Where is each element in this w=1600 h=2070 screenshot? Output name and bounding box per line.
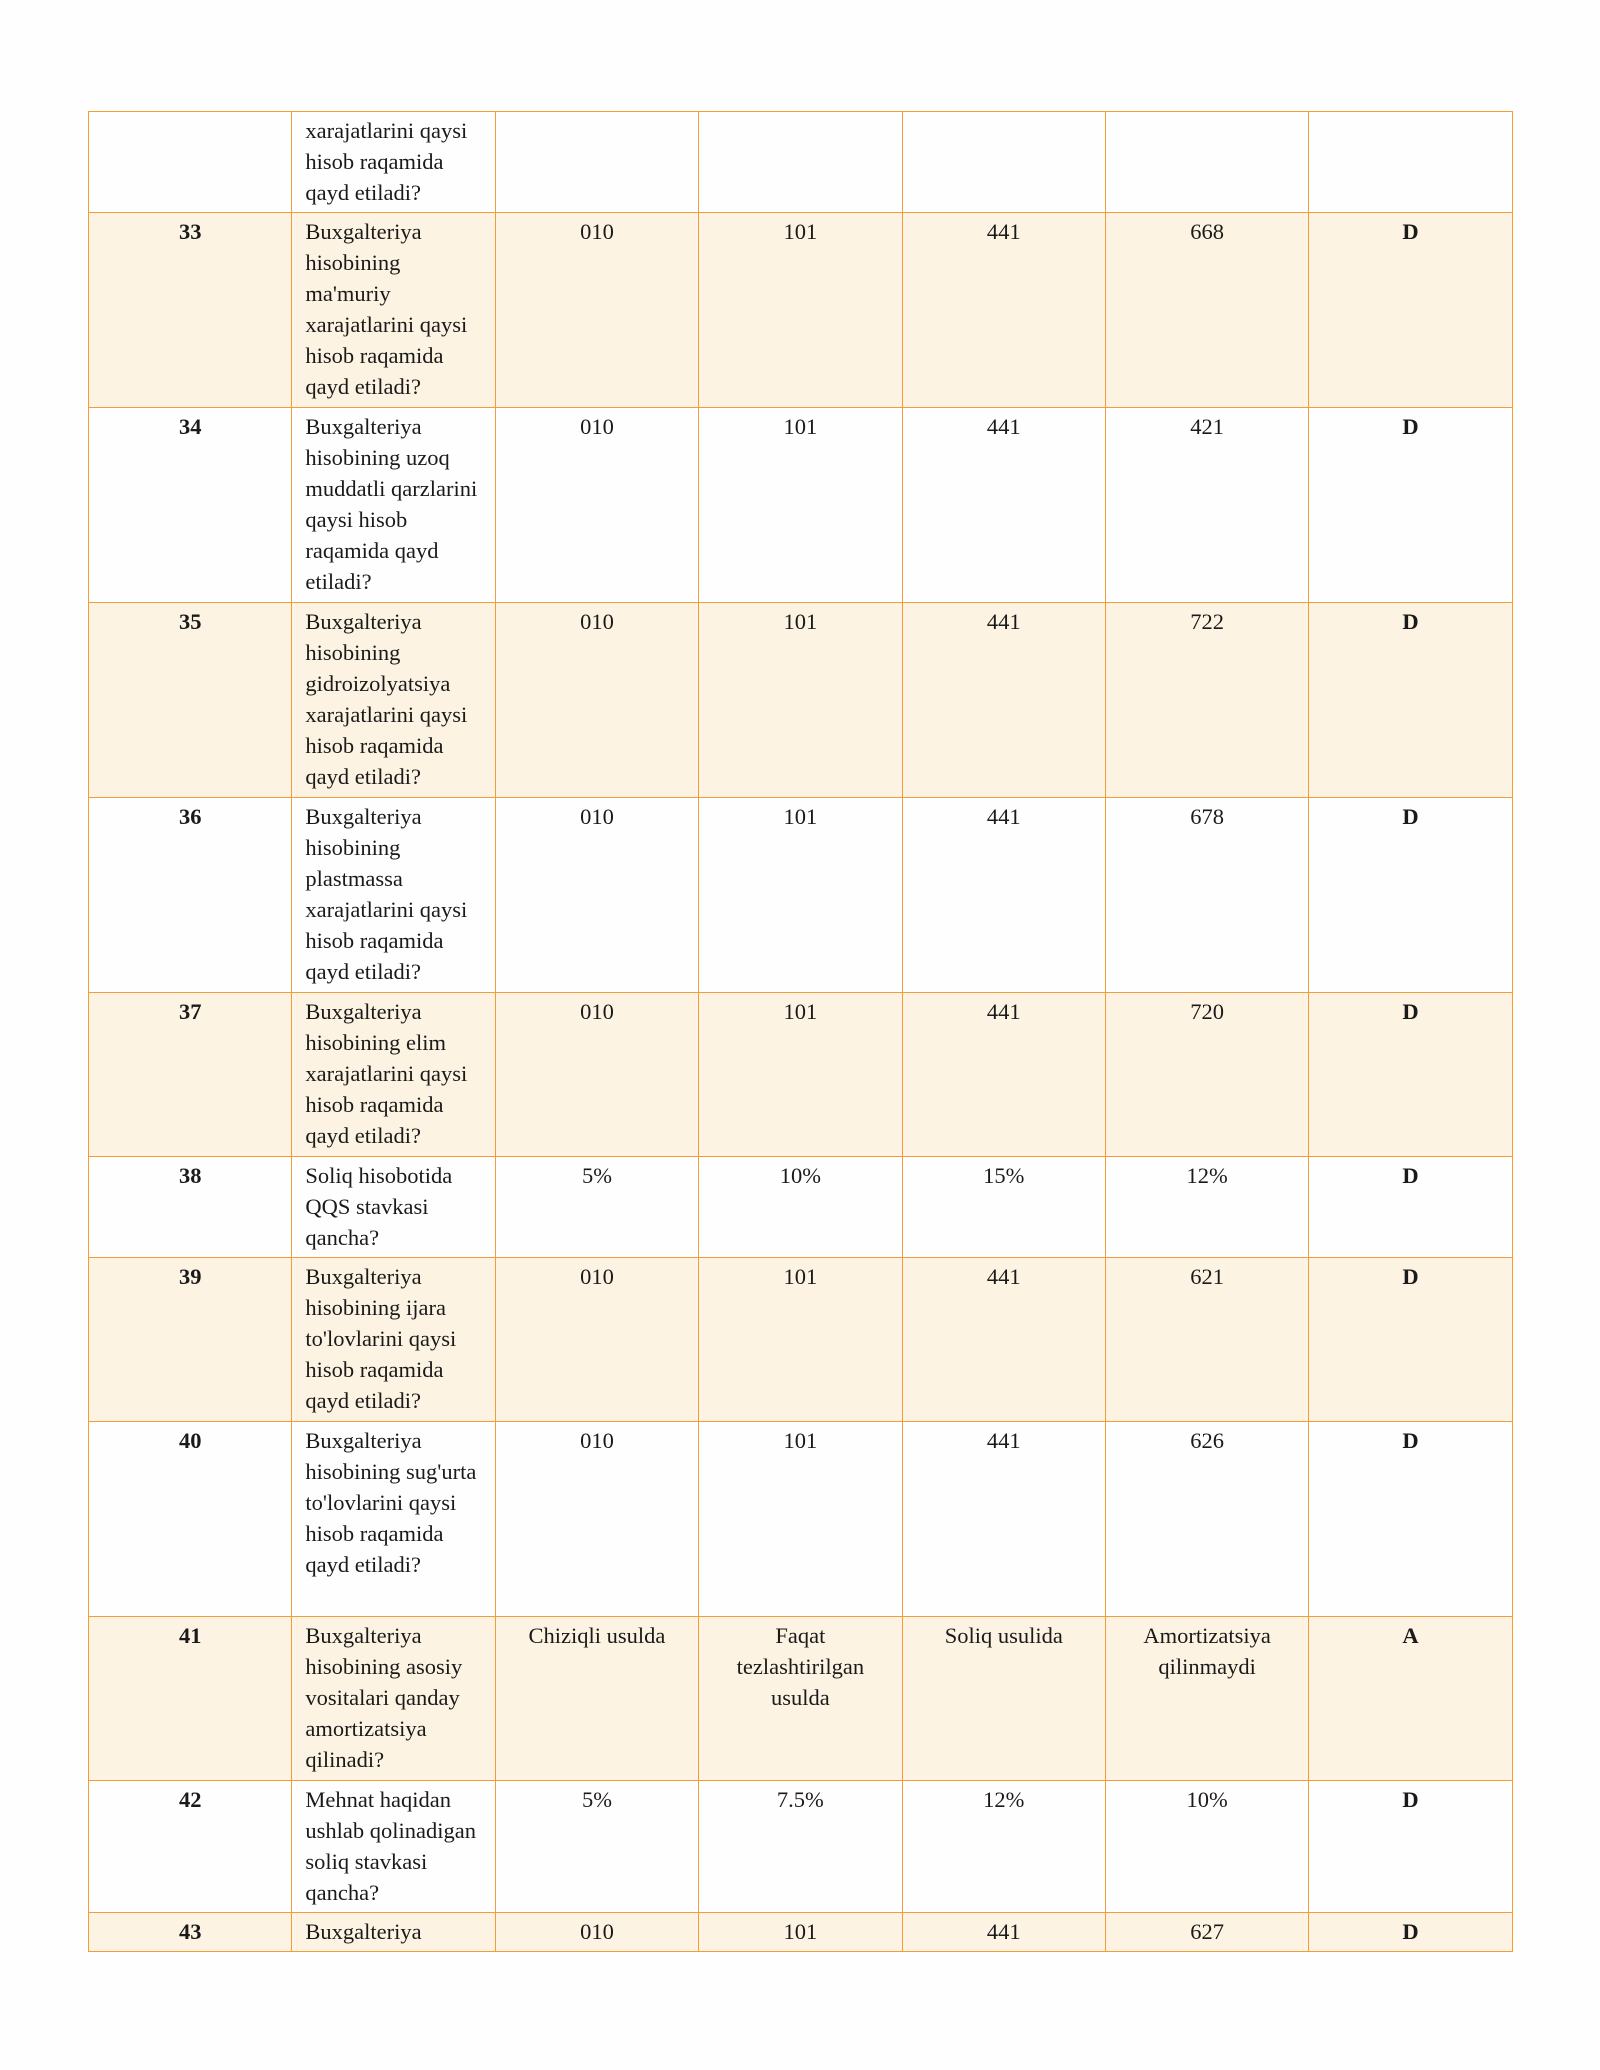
option-a-cell: 010 [495,1258,698,1422]
question-number-cell: 42 [89,1781,292,1913]
answer-cell [1309,112,1512,213]
table-row [89,1913,1513,1952]
option-b-cell: Faqat tezlashtirilgan usulda [699,1617,902,1781]
question-number-cell [89,112,292,213]
option-c-cell: 12% [902,1781,1105,1913]
table-row [89,1617,1513,1781]
option-a-cell: Chiziqli usulda [495,1617,698,1781]
option-c-cell: 441 [902,798,1105,993]
option-c-cell [902,112,1105,213]
question-cell: Buxgalteriya [292,1913,495,1952]
option-b-cell: 101 [699,603,902,798]
option-d-cell: Amortizatsiya qilinmaydi [1105,1617,1308,1781]
option-c-cell: 441 [902,408,1105,603]
quiz-table [88,111,1513,1952]
answer-cell: D [1309,1157,1512,1258]
question-number-cell: 41 [89,1617,292,1781]
option-d-cell: 626 [1105,1422,1308,1617]
option-c-cell: 441 [902,1258,1105,1422]
question-number-cell: 39 [89,1258,292,1422]
question-cell: Buxgalteriya hisobining sug'urta to'lovlarini qaysi hisob raqamida qayd etiladi? [292,1422,495,1617]
question-number-cell: 36 [89,798,292,993]
question-number-cell: 34 [89,408,292,603]
option-a-cell: 010 [495,213,698,408]
option-a-cell [495,112,698,213]
option-a-cell: 5% [495,1781,698,1913]
option-b-cell: 7.5% [699,1781,902,1913]
question-cell: Buxgalteriya hisobining ijara to'lovlarini qaysi hisob raqamida qayd etiladi? [292,1258,495,1422]
question-cell: Buxgalteriya hisobining plastmassa xarajatlarini qaysi hisob raqamida qayd etiladi? [292,798,495,993]
option-a-cell: 5% [495,1157,698,1258]
table-row [89,213,1513,408]
table-row [89,1781,1513,1913]
answer-cell: D [1309,603,1512,798]
answer-cell: D [1309,993,1512,1157]
option-d-cell: 621 [1105,1258,1308,1422]
question-number-cell: 37 [89,993,292,1157]
option-a-cell: 010 [495,993,698,1157]
table-row [89,798,1513,993]
question-cell: Buxgalteriya hisobining gidroizolyatsiya xarajatlarini qaysi hisob raqamida qayd etiladi? [292,603,495,798]
answer-cell: A [1309,1617,1512,1781]
option-d-cell: 421 [1105,408,1308,603]
answer-cell: D [1309,1422,1512,1617]
option-c-cell: 441 [902,213,1105,408]
question-number-cell: 35 [89,603,292,798]
table-row [89,993,1513,1157]
question-cell: Buxgalteriya hisobining ma'muriy xarajatlarini qaysi hisob raqamida qayd etiladi? [292,213,495,408]
option-c-cell: 441 [902,1913,1105,1952]
option-a-cell: 010 [495,1913,698,1952]
option-b-cell: 101 [699,408,902,603]
question-cell: Mehnat haqidan ushlab qolinadigan soliq stavkasi qancha? [292,1781,495,1913]
option-d-cell: 722 [1105,603,1308,798]
answer-cell: D [1309,1913,1512,1952]
option-a-cell: 010 [495,408,698,603]
table-row [89,1157,1513,1258]
question-number-cell: 38 [89,1157,292,1258]
answer-cell: D [1309,798,1512,993]
question-cell: Buxgalteriya hisobining uzoq muddatli qarzlarini qaysi hisob raqamida qayd etiladi? [292,408,495,603]
table-row [89,603,1513,798]
option-a-cell: 010 [495,798,698,993]
question-number-cell: 43 [89,1913,292,1952]
question-cell: Buxgalteriya hisobining elim xarajatlarini qaysi hisob raqamida qayd etiladi? [292,993,495,1157]
option-d-cell: 10% [1105,1781,1308,1913]
option-c-cell: 15% [902,1157,1105,1258]
option-b-cell: 101 [699,1422,902,1617]
option-d-cell: 720 [1105,993,1308,1157]
question-cell: Soliq hisobotida QQS stavkasi qancha? [292,1157,495,1258]
table-row [89,1258,1513,1422]
answer-cell: D [1309,1258,1512,1422]
option-d-cell [1105,112,1308,213]
option-b-cell [699,112,902,213]
option-a-cell: 010 [495,603,698,798]
answer-cell: D [1309,1781,1512,1913]
option-d-cell: 678 [1105,798,1308,993]
option-b-cell: 101 [699,993,902,1157]
option-c-cell: 441 [902,993,1105,1157]
question-cell: xarajatlarini qaysi hisob raqamida qayd etiladi? [292,112,495,213]
answer-cell: D [1309,408,1512,603]
question-cell: Buxgalteriya hisobining asosiy vositalari qanday amortizatsiya qilinadi? [292,1617,495,1781]
option-b-cell: 101 [699,798,902,993]
answer-cell: D [1309,213,1512,408]
option-c-cell: Soliq usulida [902,1617,1105,1781]
option-c-cell: 441 [902,603,1105,798]
option-b-cell: 10% [699,1157,902,1258]
option-b-cell: 101 [699,213,902,408]
question-number-cell: 33 [89,213,292,408]
option-d-cell: 668 [1105,213,1308,408]
option-a-cell: 010 [495,1422,698,1617]
table-row [89,408,1513,603]
table-row-continuation [89,112,1513,213]
option-b-cell: 101 [699,1258,902,1422]
option-d-cell: 12% [1105,1157,1308,1258]
option-b-cell: 101 [699,1913,902,1952]
option-c-cell: 441 [902,1422,1105,1617]
table-row [89,1422,1513,1617]
option-d-cell: 627 [1105,1913,1308,1952]
question-number-cell: 40 [89,1422,292,1617]
